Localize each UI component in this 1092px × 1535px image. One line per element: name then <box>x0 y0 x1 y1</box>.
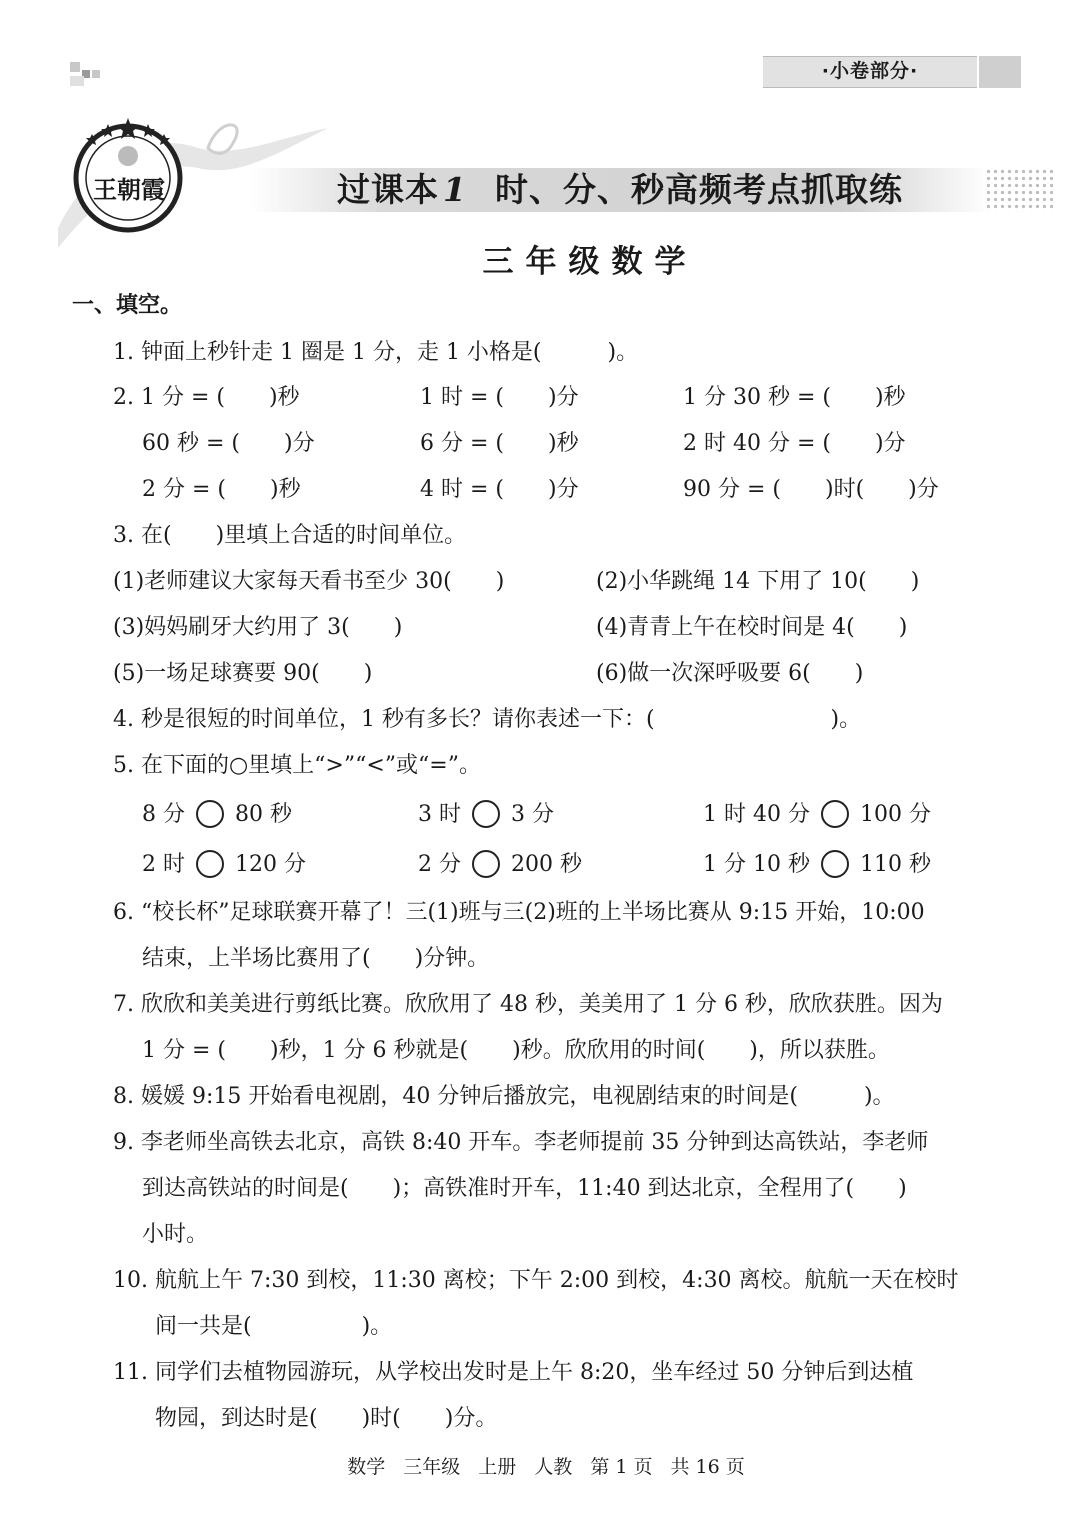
question-2-item: 6 分 = ( )秒 <box>420 431 579 456</box>
question-2-item: 60 秒 = ( )分 <box>142 431 315 456</box>
question-11-cont: 物园，到达时是( )时( )分。 <box>155 1406 498 1431</box>
logo-brand-text: 王朝霞 <box>93 175 165 204</box>
compare-item: 3 时 3 分 <box>418 802 554 827</box>
question-3: 3. 在( )里填上合适的时间单位。 <box>113 523 467 548</box>
compare-item: 8 分 80 秒 <box>142 802 292 827</box>
question-8: 8. 媛媛 9:15 开始看电视剧，40 分钟后播放完，电视剧结束的时间是( )。 <box>113 1084 895 1109</box>
question-9-cont: 到达高铁站的时间是( )；高铁准时开车，11:40 到达北京，全程用了( ) <box>142 1176 907 1201</box>
blank-circle[interactable] <box>196 800 224 828</box>
page-title: 过课本 1 时、分、秒高频考点抓取练 <box>337 170 903 209</box>
title-dot-pattern <box>985 168 1055 212</box>
question-5: 5. 在下面的○里填上“>”“<”或“=”。 <box>113 753 481 778</box>
header-tab-label: ·小卷部分· <box>821 60 919 82</box>
section-heading: 一、填空。 <box>72 293 183 318</box>
page-footer: 数学 三年级 上册 人教 第 1 页 共 16 页 <box>347 1456 745 1478</box>
blank-circle[interactable] <box>196 850 224 878</box>
blank-circle[interactable] <box>472 800 500 828</box>
subject-heading: 三年级数学 <box>482 244 698 280</box>
question-2-item: 2 时 40 分 = ( )分 <box>683 431 906 456</box>
question-10: 10. 航航上午 7:30 到校，11:30 离校；下午 2:00 到校，4:30 离校。航航一天在校时 <box>113 1268 959 1293</box>
compare-item: 2 分 200 秒 <box>418 852 582 877</box>
question-9: 9. 李老师坐高铁去北京，高铁 8:40 开车。李老师提前 35 分钟到达高铁站，李老师 <box>113 1130 929 1155</box>
question-9-cont: 小时。 <box>142 1222 209 1247</box>
question-2-item: 2. 1 分 = ( )秒 <box>113 385 300 410</box>
question-10-cont: 间一共是( )。 <box>155 1314 393 1339</box>
blank-circle[interactable] <box>821 850 849 878</box>
compare-item: 2 时 120 分 <box>142 852 306 877</box>
question-2-item: 4 时 = ( )分 <box>420 477 579 502</box>
question-1: 1. 钟面上秒针走 1 圈是 1 分，走 1 小格是( )。 <box>113 340 639 365</box>
corner-decoration <box>70 62 80 72</box>
question-7-cont: 1 分 = ( )秒，1 分 6 秒就是( )秒。欣欣用的时间( )，所以获胜。 <box>142 1038 890 1063</box>
question-2-item: 2 分 = ( )秒 <box>142 477 301 502</box>
question-3-item: (6)做一次深呼吸要 6( ) <box>596 661 864 686</box>
question-3-item: (2)小华跳绳 14 下用了 10( ) <box>596 569 920 594</box>
blank-circle[interactable] <box>472 850 500 878</box>
corner-decoration <box>92 70 100 78</box>
blank-circle[interactable] <box>821 800 849 828</box>
question-3-item: (1)老师建议大家每天看书至少 30( ) <box>113 569 505 594</box>
question-6-cont: 结束，上半场比赛用了( )分钟。 <box>142 946 490 971</box>
question-4: 4. 秒是很短的时间单位，1 秒有多长？请你表述一下：( )。 <box>113 707 862 732</box>
question-2-item: 1 时 = ( )分 <box>420 385 579 410</box>
question-3-item: (4)青青上午在校时间是 4( ) <box>596 615 908 640</box>
header-tab <box>763 56 1021 86</box>
question-3-item: (5)一场足球赛要 90( ) <box>113 661 373 686</box>
compare-item: 1 分 10 秒 110 秒 <box>703 852 931 877</box>
question-3-item: (3)妈妈刷牙大约用了 3( ) <box>113 615 403 640</box>
question-2-item: 90 分 = ( )时( )分 <box>683 477 939 502</box>
question-6: 6. “校长杯”足球联赛开幕了！三(1)班与三(2)班的上半场比赛从 9:15 开始，10:00 <box>113 900 925 925</box>
compare-item: 1 时 40 分 100 分 <box>703 802 931 827</box>
corner-decoration <box>70 76 84 86</box>
question-7: 7. 欣欣和美美进行剪纸比赛。欣欣用了 48 秒，美美用了 1 分 6 秒，欣欣获胜。因为 <box>113 992 943 1017</box>
question-11: 11. 同学们去植物园游玩，从学校出发时是上午 8:20，坐车经过 50 分钟后到达植 <box>113 1360 914 1385</box>
question-2-item: 1 分 30 秒 = ( )秒 <box>683 385 906 410</box>
